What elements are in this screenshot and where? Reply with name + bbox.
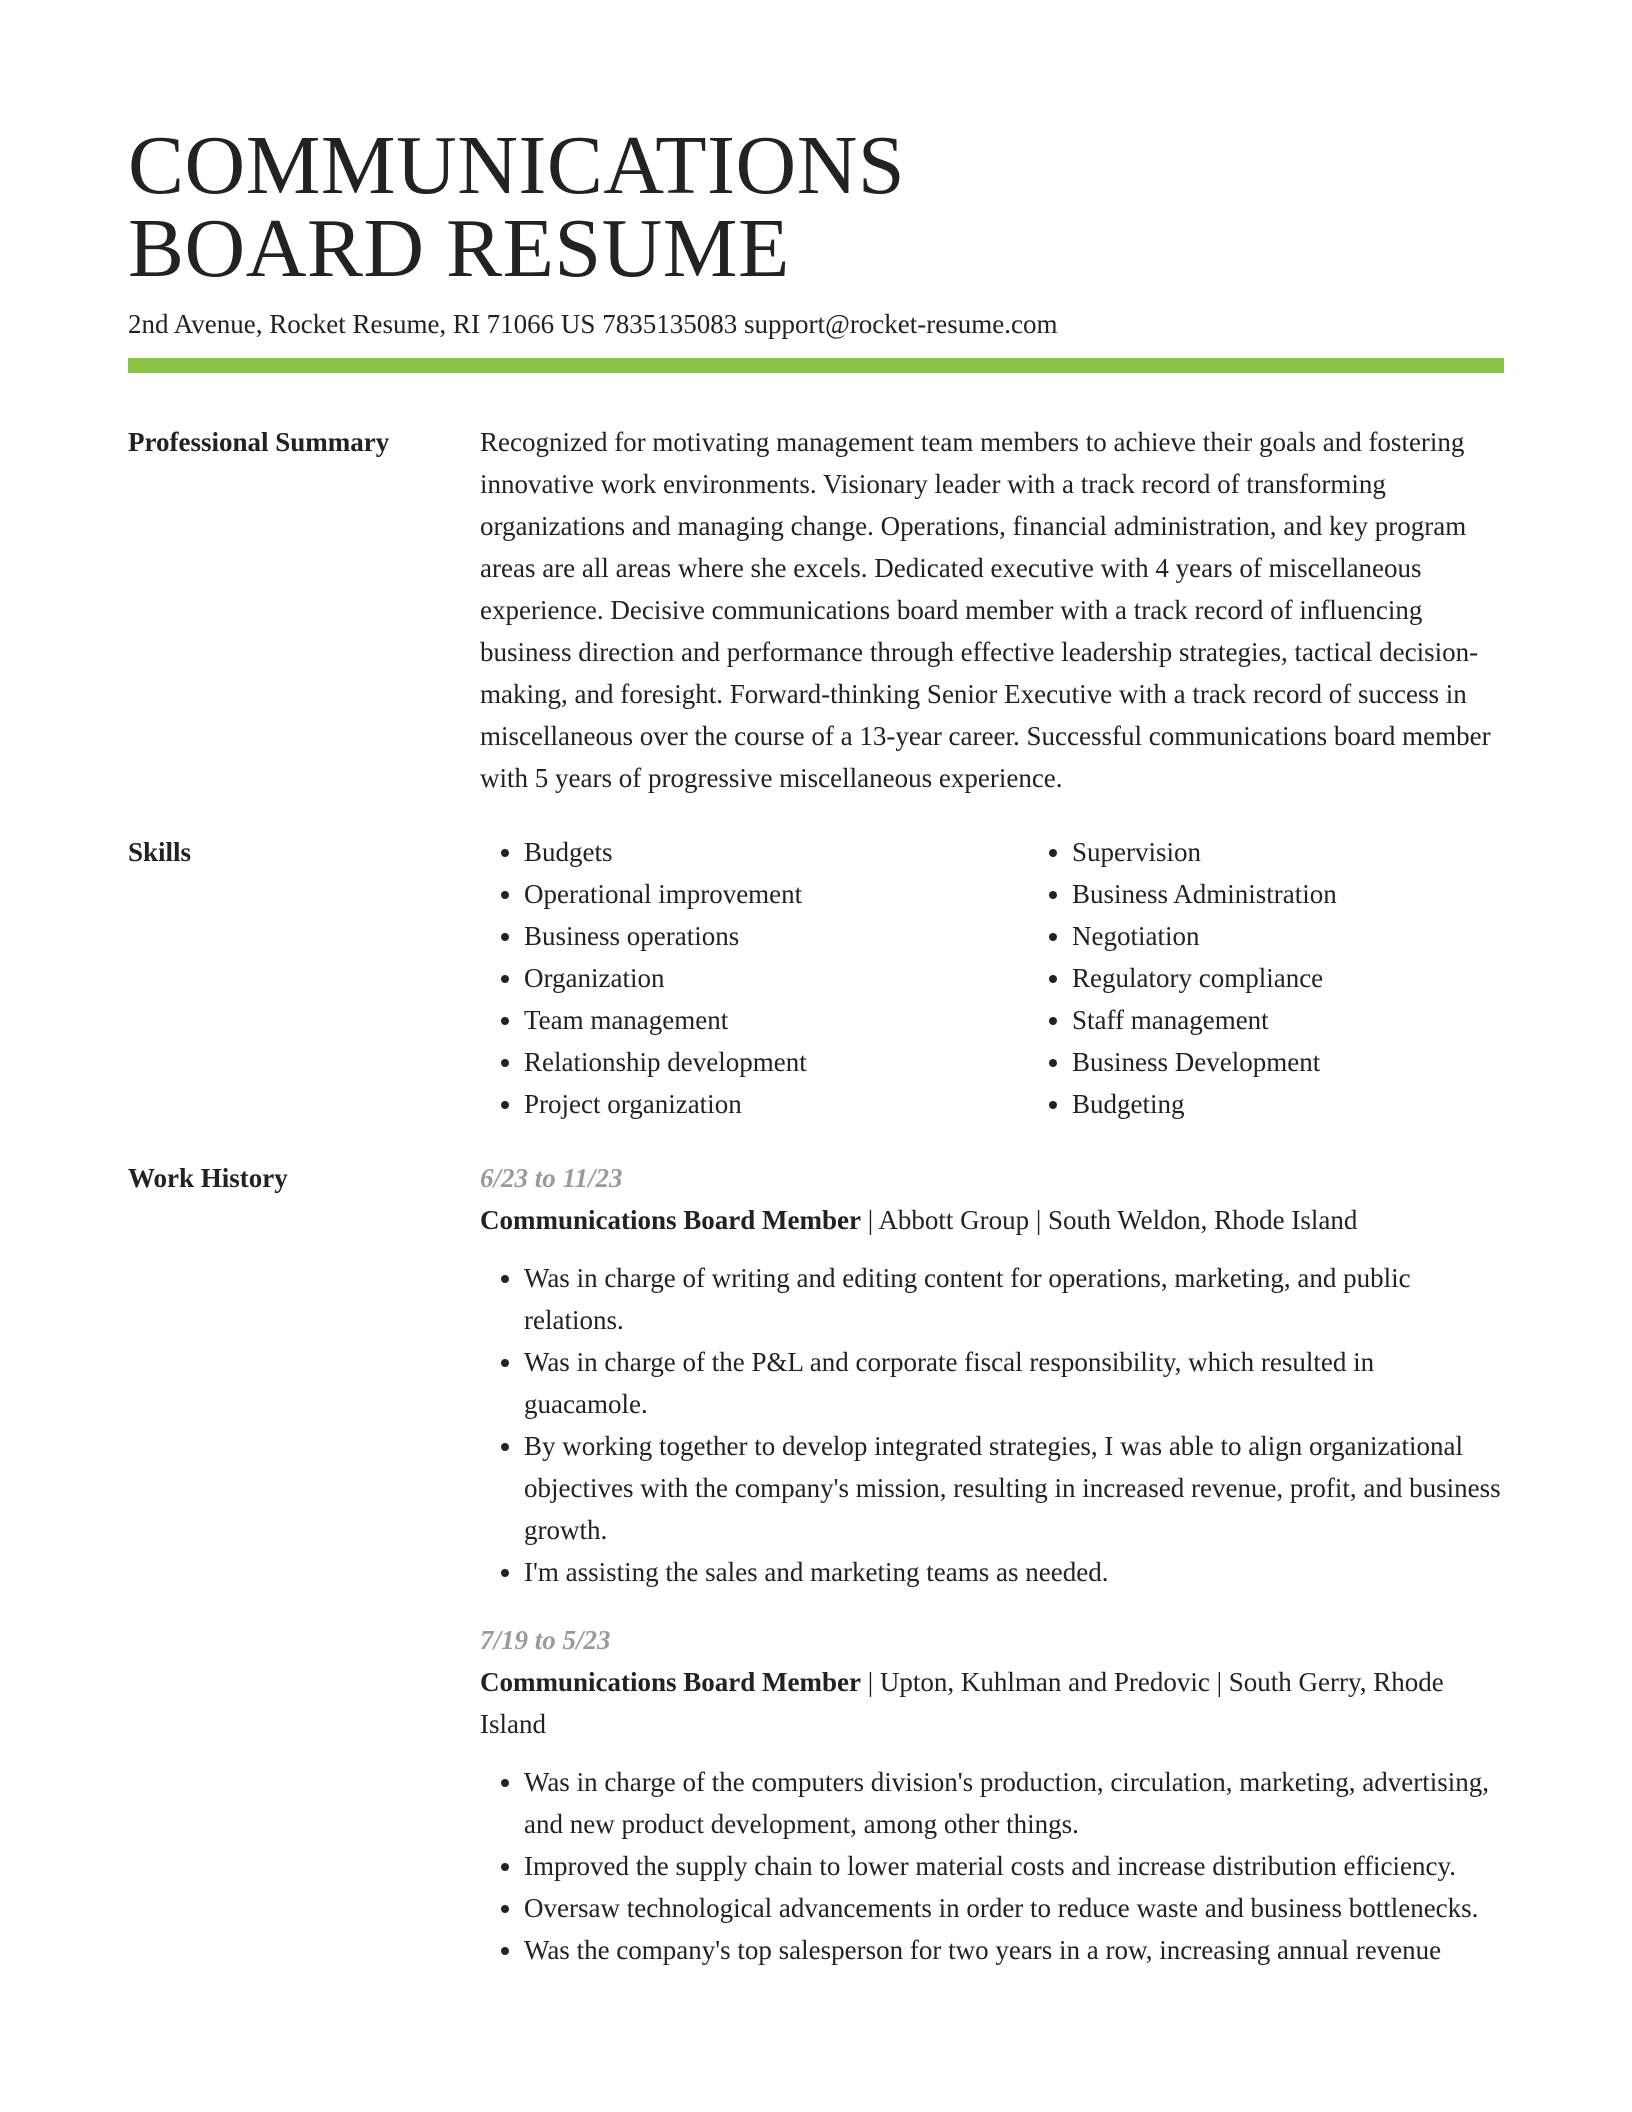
- title-line-2: BOARD RESUME: [128, 202, 790, 295]
- resume-page: [128, 119, 1504, 1971]
- skill-item: • Business Development: [1072, 1041, 1576, 1083]
- job-dates: 7/19 to 5/23: [480, 1625, 611, 1655]
- job-bullet: • I'm assisting the sales and marketing teams as needed.: [524, 1551, 1504, 1593]
- skill-item: • Relationship development: [524, 1041, 1028, 1083]
- skills-columns: [480, 831, 1576, 1125]
- section-label-summary: Professional Summary: [128, 427, 390, 457]
- professional-summary-section: [128, 421, 1504, 799]
- section-label-skills: Skills: [128, 837, 192, 867]
- resume-header: [128, 119, 1504, 373]
- job-details: | Upton, Kuhlman and Predovic | South Gerry, Rhode Island: [480, 1667, 1444, 1739]
- skills-column-1: [480, 831, 1028, 1125]
- skill-item: • Operational improvement: [524, 873, 1028, 915]
- accent-divider: [128, 358, 1504, 373]
- work-history-list: [480, 1157, 1504, 1971]
- job-heading: [480, 1199, 1504, 1241]
- skill-item: • Staff management: [1072, 999, 1576, 1041]
- job-bullet: • Oversaw technological advancements in order to reduce waste and business bottlenecks.: [524, 1887, 1504, 1929]
- skill-item: • Budgeting: [1072, 1083, 1576, 1125]
- job-bullet: • Was the company's top salesperson for two years in a row, increasing annual revenue: [524, 1929, 1504, 1971]
- skill-item: • Project organization: [524, 1083, 1028, 1125]
- skill-item: • Business operations: [524, 915, 1028, 957]
- skill-item: • Organization: [524, 957, 1028, 999]
- job-bullet: • Was in charge of the P&L and corporate fiscal responsibility, which resulted in guacamole.: [524, 1341, 1504, 1425]
- skills-section: [128, 831, 1504, 1125]
- skill-item: • Team management: [524, 999, 1028, 1041]
- skill-item: • Regulatory compliance: [1072, 957, 1576, 999]
- job-bullets: [480, 1257, 1504, 1593]
- job-bullet: • By working together to develop integrated strategies, I was able to align organizational objectives with the company's mission, resulting in increased revenue, profit, and business growth.: [524, 1425, 1504, 1551]
- job-entry: [480, 1157, 1504, 1593]
- skill-item: • Negotiation: [1072, 915, 1576, 957]
- job-dates: 6/23 to 11/23: [480, 1163, 623, 1193]
- skill-item: • Supervision: [1072, 831, 1576, 873]
- title-line-1: COMMUNICATIONS: [128, 119, 906, 212]
- skill-item: • Budgets: [524, 831, 1028, 873]
- section-label-work-history: Work History: [128, 1163, 288, 1193]
- contact-info: 2nd Avenue, Rocket Resume, RI 71066 US 7835135083 support@rocket-resume.com: [128, 309, 1058, 339]
- resume-title: [128, 119, 1504, 295]
- work-history-section: [128, 1157, 1504, 1971]
- job-heading: [480, 1661, 1504, 1745]
- job-bullets: [480, 1761, 1504, 1971]
- job-bullet: • Was in charge of writing and editing content for operations, marketing, and public relations.: [524, 1257, 1504, 1341]
- job-title: Communications Board Member: [480, 1667, 861, 1697]
- job-bullet: • Improved the supply chain to lower material costs and increase distribution efficiency.: [524, 1845, 1504, 1887]
- skill-item: • Business Administration: [1072, 873, 1576, 915]
- job-bullet: • Was in charge of the computers division's production, circulation, marketing, advertising, and new product development, among other things.: [524, 1761, 1504, 1845]
- job-entry: [480, 1619, 1504, 1971]
- summary-text: Recognized for motivating management team members to achieve their goals and fostering innovative work environments. Visionary leader with a track record of transforming organizations and managing change. Operations, financial administration, and key program areas are all areas where she excels. Dedicated executive with 4 years of miscellaneous experience. Decisive communications board member with a track record of influencing business direction and performance through effective leadership strategies, tactical decision-making, and foresight. Forward-thinking Senior Executive with a track record of success in miscellaneous over the course of a 13-year career. Successful communications board member with 5 years of progressive miscellaneous experience.: [480, 427, 1491, 793]
- skills-column-2: [1028, 831, 1576, 1125]
- job-details: | Abbott Group | South Weldon, Rhode Island: [860, 1205, 1358, 1235]
- job-title: Communications Board Member: [480, 1205, 861, 1235]
